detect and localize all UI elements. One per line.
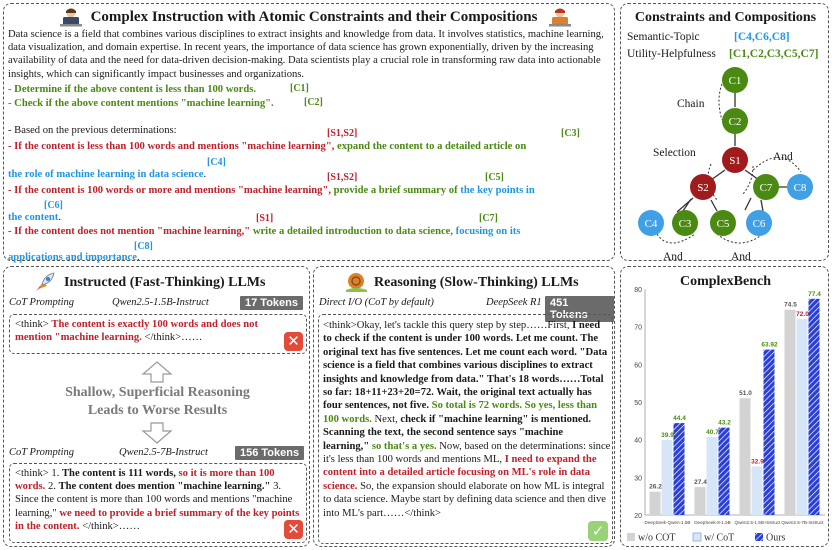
down-arrow-icon xyxy=(140,421,174,445)
rule-1-condition: - If the content is less than 100 words and mentions "machine learning", xyxy=(8,141,335,152)
legend-label: Ours xyxy=(766,532,786,544)
node-c4-label: C4 xyxy=(644,218,658,230)
bar-ours xyxy=(764,350,775,515)
node-s1-label: S1 xyxy=(729,155,741,167)
reasoning-segment: I need to check if the content is under 100 words. Let me count. The original text has five sentences. Let me count each word. "Data science is a field that combines various disciplines to extract insights and knowledge from data." That's 18 words……Total so far: 18+11+23+20=72. Wait, the original text actually has four sentences, not five. xyxy=(323,320,608,412)
reasoning-model: DeepSeek R1 xyxy=(486,297,542,308)
rule-2-line-2 xyxy=(8,211,61,224)
bar-value-label: 44.4 xyxy=(673,415,686,423)
node-c3-label: C3 xyxy=(678,218,692,230)
reasoning-text xyxy=(323,319,611,520)
x-tick-label: DeepSeek-8-1.5B xyxy=(694,520,731,525)
rule-2-period: . xyxy=(58,212,61,223)
cot-prompting-2: CoT Prompting xyxy=(9,447,75,458)
bar-wcot xyxy=(707,437,718,515)
person-laptop-icon-2 xyxy=(548,7,572,27)
answer-2-text xyxy=(15,467,305,533)
node-c6-label: C6 xyxy=(752,218,766,230)
reasoning-segment: check if "machine learning" is mentioned. Scanning the text, the second sentence says "machine learning," xyxy=(323,413,592,452)
y-tick-label: 20 xyxy=(634,513,642,520)
reasoning-segment: So, the expansion should elaborate on how ML is integral to data science. Maybe start by defining data science and then dive into ML's part……</think> xyxy=(323,480,606,519)
complex-instruction-panel xyxy=(3,3,615,261)
legend-label: w/o COT xyxy=(638,532,676,544)
rule-2-c6-tag: [C6] xyxy=(44,200,63,211)
model-1: Qwen2.5-1.5B-Instruct xyxy=(112,297,209,308)
based-on-line: - Based on the previous determinations: xyxy=(8,125,177,136)
utility-label: Utility-Helpfulness xyxy=(627,48,716,60)
answer-box-2 xyxy=(9,463,307,543)
check-2-tag: [C2] xyxy=(304,97,323,108)
bar-wocot xyxy=(785,310,796,515)
y-tick-label: 80 xyxy=(634,287,642,294)
and-label-top: And xyxy=(773,151,793,163)
rule-1-c4-tag: [C4] xyxy=(207,157,226,168)
rule-3-line-2 xyxy=(8,251,140,264)
intro-paragraph: Data science is a field that combines various disciplines to extract insights and knowledge from data. It involves statistics, machine learning, data visualization, and domain expertise. In recent years, the importance of data science has grown exponentially, driven by the increasing availability of data and the need for data-driven decision-making. Data scientists play a crucial role in transforming raw data into actionable insights, which can significantly impact businesses and organizations. xyxy=(8,29,604,80)
bar-value-label: 63.92 xyxy=(761,341,778,349)
x-tick-label: Qwen2.5-7B-Instruct xyxy=(781,520,824,525)
x-tick-label: Qwen2.5-1.5B-Instruct xyxy=(734,520,781,525)
middle-line-2: Leads to Worse Results xyxy=(87,403,228,418)
check-2: - Check if the above content mentions "machine learning". xyxy=(8,98,274,109)
selection-label: Selection xyxy=(653,147,696,159)
rule-3-line xyxy=(8,225,520,238)
legend-swatch xyxy=(693,533,701,541)
bench-title: ComplexBench xyxy=(680,274,771,289)
y-tick-label: 50 xyxy=(634,400,642,407)
t2-e: The content does mention "machine learning." xyxy=(58,481,271,493)
rule-3-topic-end: applications and importance xyxy=(8,252,137,263)
rule-1-period: . xyxy=(203,169,207,180)
bar-value-label: 51.0 xyxy=(739,390,752,398)
answer-box-1 xyxy=(9,314,307,354)
think-close-1: </think>…… xyxy=(144,332,203,344)
model-2: Qwen2.5-7B-Instruct xyxy=(119,447,208,458)
y-tick-label: 60 xyxy=(634,362,642,370)
rule-3-c-tag: [C7] xyxy=(479,213,498,224)
t2-h: </think>…… xyxy=(82,520,140,532)
and-label-left: And xyxy=(663,251,683,262)
t2-a: <think> 1. xyxy=(15,468,60,479)
bar-value-label: 27.4 xyxy=(694,479,707,487)
bar-value-label: 40.7 xyxy=(706,429,719,437)
top-title: Complex Instruction with Atomic Constraints and their Compositions xyxy=(90,9,538,25)
bar-value-label: 72.0 xyxy=(796,311,809,319)
rule-1-topic: the role of machine learning in data science xyxy=(8,169,204,180)
tokens-badge-3: 451 Tokens xyxy=(545,296,614,322)
answer-1-claim: The content is exactly 100 words and does not mention "machine learning. xyxy=(15,319,258,344)
reasoning-segment: So total is 72 words. So yes, less than 100 words. xyxy=(323,400,598,425)
instructed-panel xyxy=(3,266,310,547)
cot-prompting-1: CoT Prompting xyxy=(9,297,75,308)
node-c7-label: C7 xyxy=(759,182,773,194)
bar-wcot xyxy=(797,319,808,515)
middle-line-1: Shallow, Superficial Reasoning xyxy=(65,385,250,400)
tokens-badge-2: 156 Tokens xyxy=(235,446,304,460)
utility-value: [C1,C2,C3,C5,C7] xyxy=(729,48,819,60)
bar-value-label: 39.9 xyxy=(661,432,674,440)
reasoning-segment: Next, xyxy=(371,413,401,425)
reasoning-panel xyxy=(313,266,615,547)
rule-2-condition: - If the content is 100 words or more and mentions "machine learning", xyxy=(8,185,331,196)
rule-1-s-tag: [S1,S2] xyxy=(327,128,358,139)
rule-2-line xyxy=(8,184,535,197)
rule-3-c8-tag: [C8] xyxy=(134,241,153,252)
y-tick-label: 30 xyxy=(634,475,642,483)
bar-wcot xyxy=(662,440,673,515)
wrong-icon-2: ✕ xyxy=(284,520,303,539)
t2-g: we need to provide a brief summary of the key points in the content. xyxy=(15,507,300,532)
rule-1-c-tag: [C3] xyxy=(561,128,580,139)
rule-1-line-2 xyxy=(8,168,206,181)
direct-io-label: Direct I/O (CoT by default) xyxy=(319,297,434,308)
tokens-badge-1: 17 Tokens xyxy=(240,296,303,310)
rule-3-topic: focusing on its xyxy=(455,226,521,237)
y-tick-label: 40 xyxy=(634,437,642,445)
instructed-title: Instructed (Fast-Thinking) LLMs xyxy=(64,275,266,290)
y-tick-label: 70 xyxy=(634,324,642,332)
think-open-1: <think> xyxy=(15,319,49,330)
bar-value-label: 32.9 xyxy=(751,458,764,466)
semantic-topic-value: [C4,C6,C8] xyxy=(734,31,790,43)
answer-1-text xyxy=(15,318,277,344)
correct-icon: ✓ xyxy=(588,521,608,541)
rule-2-topic: the key points in xyxy=(460,185,535,196)
node-c5-label: C5 xyxy=(716,218,730,230)
rule-3-condition: - If the content does not mention "machine learning," xyxy=(8,226,251,237)
rule-1-action: expand the content to a detailed article on xyxy=(337,141,527,152)
node-c2-label: C2 xyxy=(728,116,742,128)
rule-2-topic-end: the content xyxy=(8,212,59,223)
bar-ours xyxy=(809,299,820,515)
and-label-right: And xyxy=(731,251,751,262)
check-1: - Determine if the above content is less than 100 words. xyxy=(8,84,257,95)
rule-3-period: . xyxy=(136,252,140,263)
legend-swatch xyxy=(755,533,763,541)
bar-value-label: 26.2 xyxy=(649,483,662,491)
node-c8-label: C8 xyxy=(793,182,807,194)
x-tick-label: DeepSeek-Qwen-1.5B xyxy=(644,520,691,525)
bar-wcot xyxy=(752,466,763,515)
bar-wocot xyxy=(740,398,751,515)
composition-graph xyxy=(621,4,830,262)
constraints-title: Constraints and Compositions xyxy=(634,10,817,25)
reasoning-title: Reasoning (Slow-Thinking) LLMs xyxy=(374,275,579,290)
rule-2-s-tag: [S1,S2] xyxy=(327,172,358,183)
semantic-topic-label: Semantic-Topic xyxy=(627,31,700,43)
node-s2-label: S2 xyxy=(697,182,709,194)
t2-d: 2. xyxy=(47,481,56,493)
t2-f: 3. Since the content is more than 100 words and mentions "machine learning," xyxy=(15,481,293,519)
bar-value-label: 74.5 xyxy=(784,301,797,309)
check-1-tag: [C1] xyxy=(290,83,309,94)
snail-icon xyxy=(344,271,368,293)
t2-b: The content is 111 words, xyxy=(61,468,176,479)
bar-ours xyxy=(719,428,730,515)
rocket-icon xyxy=(34,271,56,293)
bar-wocot xyxy=(650,492,661,515)
complexbench-chart xyxy=(621,267,830,548)
bench-panel xyxy=(620,266,829,547)
wrong-icon-1: ✕ xyxy=(284,332,303,351)
reasoning-box xyxy=(318,314,613,544)
rule-3-s-tag: [S1] xyxy=(256,213,274,224)
bar-ours xyxy=(674,423,685,515)
chain-label: Chain xyxy=(677,98,705,110)
up-arrow-icon xyxy=(140,360,174,384)
bar-wocot xyxy=(695,487,706,515)
bar-value-label: 77.4 xyxy=(808,290,821,298)
rule-3-action: write a detailed introduction to data science, xyxy=(252,226,454,237)
legend-label: w/ CoT xyxy=(704,532,735,544)
constraints-panel xyxy=(620,3,829,261)
rule-2-c-tag: [C5] xyxy=(485,172,504,183)
reasoning-segment: so that's a yes. xyxy=(369,440,437,452)
node-c1-label: C1 xyxy=(728,75,742,87)
person-laptop-icon xyxy=(59,7,83,27)
reasoning-segment: Now, based on the determinations: since it's less than 100 words and mentions ML, xyxy=(323,440,611,466)
reasoning-segment: <think>Okay, let's tackle this query step by step……First, xyxy=(323,320,573,331)
bar-value-label: 43.2 xyxy=(718,419,731,427)
rule-1-line xyxy=(8,140,612,153)
legend-swatch xyxy=(627,533,635,541)
rule-2-action: provide a brief summary of xyxy=(333,185,458,196)
t2-c: so it is more than 100 words. xyxy=(15,468,275,493)
reasoning-segment: I need to expand the content into a detailed article focusing on ML's role in data science. xyxy=(323,454,597,492)
